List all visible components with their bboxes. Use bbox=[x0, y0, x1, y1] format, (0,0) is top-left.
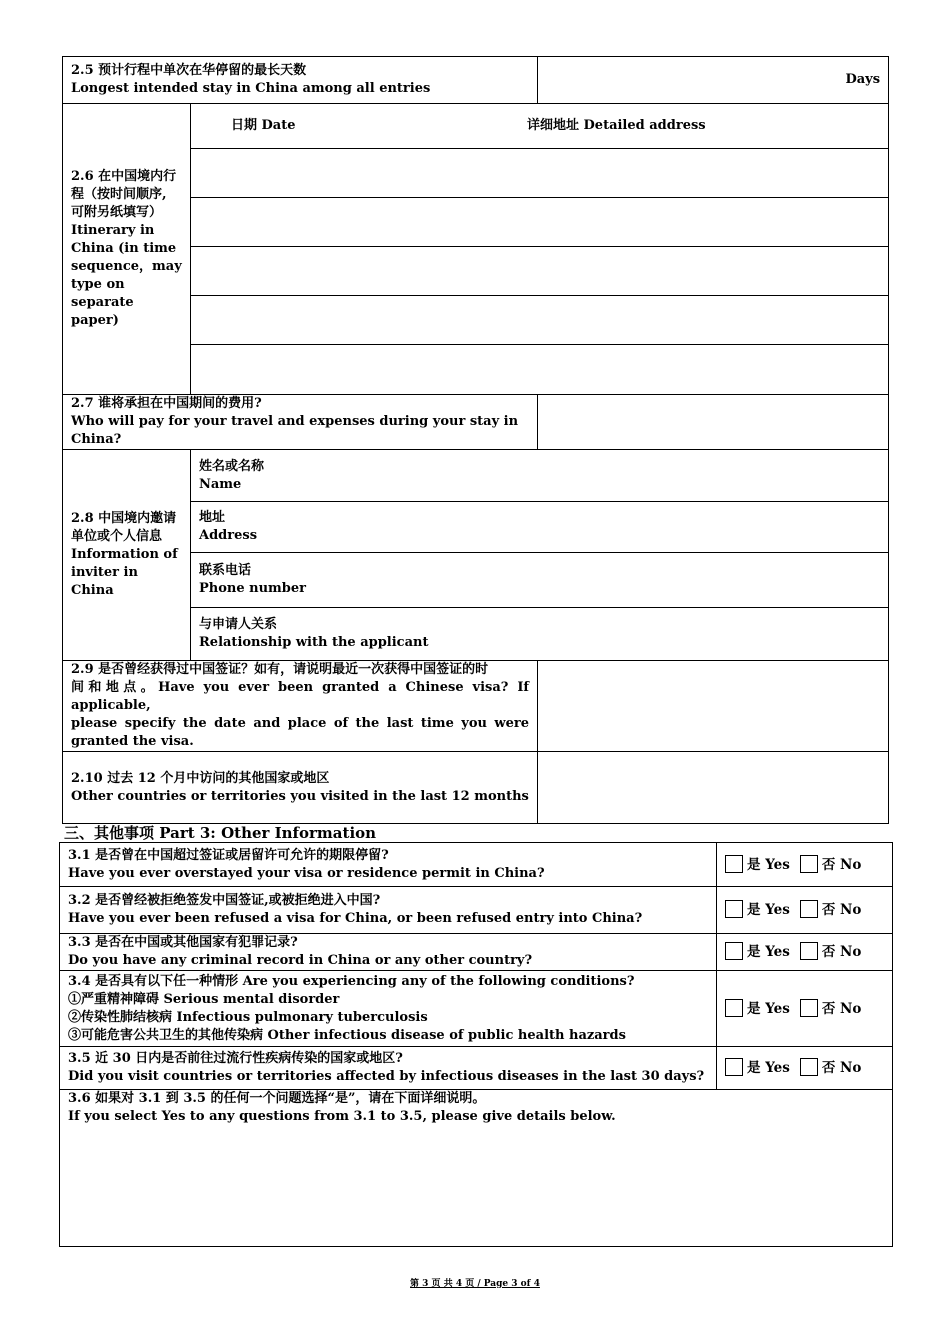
q3-6-details-field[interactable]: 3.6 如果对 3.1 到 3.5 的任何一个问题选择“是”，请在下面详细说明。 If you select Yes to any questions from 3.1 to 3.5, please give details below. bbox=[60, 1090, 893, 1247]
q3-4-yes-option[interactable]: 是 Yes bbox=[725, 999, 790, 1018]
itinerary-header bbox=[191, 104, 889, 149]
label-line: paper) bbox=[71, 313, 119, 328]
label-line: 可附另纸填写） bbox=[71, 205, 163, 220]
q2-10-label: 2.10 过去 12 个月中访问的其他国家或地区 Other countries or territories you visited in the last 12 months bbox=[63, 752, 538, 824]
checkbox[interactable] bbox=[725, 900, 743, 918]
q3-1-no-option[interactable]: 否 No bbox=[800, 855, 862, 874]
q2-10-answer-field[interactable] bbox=[538, 752, 889, 824]
q3-4-label: 3.4 是否具有以下任一种情形 Are you experiencing any of the following conditions? ①严重精神障碍 Serious mental disorder ②传染性肺结核病 Infectious pulmonary tuberculosis ③可能危害公共卫生的其他传染病 Other infectious disease of public health hazards bbox=[60, 971, 717, 1047]
label-line: Information of bbox=[71, 547, 178, 562]
checkbox[interactable] bbox=[725, 999, 743, 1017]
q3-3-label: 3.3 是否在中国或其他国家有犯罪记录? Do you have any criminal record in China or any other country? bbox=[60, 934, 717, 971]
part3-title: 三、其他事项 Part 3: Other Information bbox=[64, 824, 377, 842]
label-line: 2.6 在中国境内行 bbox=[71, 169, 177, 184]
q2-5-days-field[interactable] bbox=[538, 57, 889, 104]
q3-4-no-option[interactable]: 否 No bbox=[800, 999, 862, 1018]
itinerary-col-date: 日期 Date bbox=[231, 118, 296, 133]
q2-8-label bbox=[63, 450, 191, 661]
label-line: 单位或个人信息 bbox=[71, 529, 163, 544]
part3-table bbox=[59, 842, 893, 1247]
inviter-address-field[interactable]: 地址 Address bbox=[191, 502, 889, 553]
q2-6-label bbox=[63, 104, 191, 395]
checkbox[interactable] bbox=[800, 1058, 818, 1076]
q3-3-no-option[interactable]: 否 No bbox=[800, 942, 862, 961]
label-line: Itinerary in bbox=[71, 223, 155, 238]
q3-1-options bbox=[717, 843, 893, 887]
itinerary-row[interactable] bbox=[191, 198, 889, 247]
q2-5-label: 2.5 预计行程中单次在华停留的最长天数 Longest intended stay in China among all entries bbox=[63, 57, 538, 104]
itinerary-col-address: 详细地址 Detailed address bbox=[527, 118, 706, 133]
page-footer: 第 3 页 共 4 页 / Page 3 of 4 bbox=[410, 1279, 540, 1289]
label-line: sequence，may bbox=[71, 259, 182, 274]
checkbox[interactable] bbox=[725, 855, 743, 873]
q3-3-options bbox=[717, 934, 893, 971]
label-line: 2.8 中国境内邀请 bbox=[71, 511, 177, 526]
q3-2-yes-option[interactable]: 是 Yes bbox=[725, 900, 790, 919]
q2-7-label: 2.7 谁将承担在中国期间的费用? Who will pay for your travel and expenses during your stay in China? bbox=[63, 395, 538, 450]
q3-3-yes-option[interactable]: 是 Yes bbox=[725, 942, 790, 961]
q2-9-label: 2.9 是否曾经获得过中国签证？如有，请说明最近一次获得中国签证的时 间和地点。Have you ever been granted a Chinese visa? If applicable, please specify the date and place of the last time you were granted the visa. bbox=[63, 661, 538, 752]
itinerary-row[interactable] bbox=[191, 247, 889, 296]
part2-table bbox=[62, 56, 889, 824]
q3-5-options bbox=[717, 1047, 893, 1090]
itinerary-row[interactable] bbox=[191, 345, 889, 395]
inviter-relationship-field[interactable]: 与申请人关系 Relationship with the applicant bbox=[191, 608, 889, 661]
checkbox[interactable] bbox=[800, 942, 818, 960]
days-unit: Days bbox=[845, 72, 881, 87]
q2-7-answer-field[interactable] bbox=[538, 395, 889, 450]
q3-2-options bbox=[717, 887, 893, 934]
inviter-phone-field[interactable]: 联系电话 Phone number bbox=[191, 553, 889, 608]
label-line: China (in time bbox=[71, 241, 177, 256]
q2-9-answer-field[interactable] bbox=[538, 661, 889, 752]
itinerary-row[interactable] bbox=[191, 296, 889, 345]
checkbox[interactable] bbox=[800, 855, 818, 873]
checkbox[interactable] bbox=[725, 1058, 743, 1076]
q3-5-no-option[interactable]: 否 No bbox=[800, 1058, 862, 1077]
checkbox[interactable] bbox=[800, 900, 818, 918]
q3-5-label: 3.5 近 30 日内是否前往过流行性疾病传染的国家或地区? Did you visit countries or territories affected by infectious diseases in the last 30 days? bbox=[60, 1047, 717, 1090]
label-line: 程（按时间顺序, bbox=[71, 187, 167, 202]
q3-4-options bbox=[717, 971, 893, 1047]
checkbox[interactable] bbox=[800, 999, 818, 1017]
inviter-name-field[interactable]: 姓名或名称 Name bbox=[191, 450, 889, 502]
q3-2-label: 3.2 是否曾经被拒绝签发中国签证,或被拒绝进入中国? Have you ever been refused a visa for China, or been refused entry into China? bbox=[60, 887, 717, 934]
label-line: type on separate bbox=[71, 277, 134, 310]
itinerary-row[interactable] bbox=[191, 149, 889, 198]
label-line: inviter in China bbox=[71, 565, 138, 598]
q3-2-no-option[interactable]: 否 No bbox=[800, 900, 862, 919]
q3-1-label: 3.1 是否曾在中国超过签证或居留许可允许的期限停留? Have you ever overstayed your visa or residence permit in China? bbox=[60, 843, 717, 887]
q3-5-yes-option[interactable]: 是 Yes bbox=[725, 1058, 790, 1077]
q3-1-yes-option[interactable]: 是 Yes bbox=[725, 855, 790, 874]
checkbox[interactable] bbox=[725, 942, 743, 960]
